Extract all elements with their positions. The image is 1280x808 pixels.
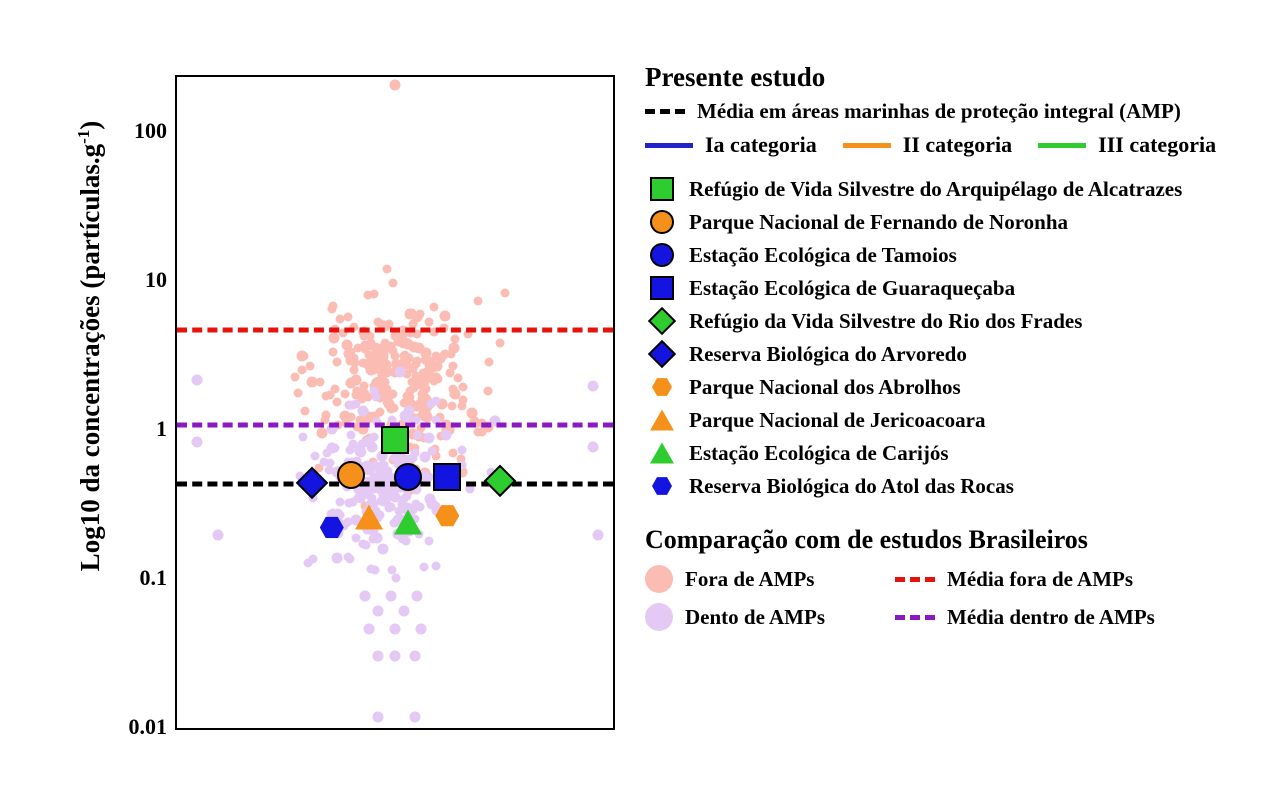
scatter-point [363,623,374,634]
scatter-point [402,537,411,546]
legend-site-symbol [645,407,679,433]
scatter-point [381,384,390,393]
scatter-point [346,412,355,421]
legend-site-row [645,209,1275,235]
black-dashed-line-swatch [645,109,685,114]
legend-site-symbol [645,275,679,301]
scatter-point [333,508,342,517]
legend-site-label: Parque Nacional de Jericoacoara [689,407,986,432]
scatter-point [409,650,420,661]
legend-site-row [645,473,1275,499]
scatter-point [484,358,493,367]
scatter-point [412,360,421,369]
y-tick-0.1: 0.1 [139,565,167,590]
legend-comparison-title: Comparação com de estudos Brasileiros [645,525,1088,554]
scatter-point [344,499,353,508]
scatter-point [378,543,389,554]
scatter-point [385,591,396,602]
scatter-point [327,305,336,314]
scatter-point [467,408,478,419]
scatter-point [404,308,415,319]
scatter-point [588,381,599,392]
y-tick-100: 100 [134,118,167,143]
scatter-point [371,565,380,574]
scatter-point [358,540,367,549]
scatter-point [322,411,331,420]
plot-area [175,75,615,730]
scatter-point [322,392,331,401]
legend-comparison-row-outside [645,565,1275,593]
reference-line-1 [177,327,613,332]
highlight-marker [337,461,365,489]
circle-marker-icon [650,210,674,234]
legend-site-label: Reserva Biológica do Arvoredo [689,341,967,366]
scatter-point [294,388,303,397]
y-axis-ticks [95,75,167,739]
diamond-marker-icon [648,307,676,335]
hex-marker-icon [652,377,672,397]
square-marker-icon [650,276,674,300]
scatter-point [400,357,409,366]
scatter-point [449,385,458,394]
scatter-point [446,369,455,378]
scatter-point [390,79,401,90]
scatter-point [430,302,439,311]
legend-site-symbol [645,308,679,334]
red-dashed-line-swatch [895,577,935,582]
scatter-point [427,400,436,409]
y-axis-title-paren: ) [75,120,105,130]
scatter-point [311,451,320,460]
scatter-point [359,591,370,602]
scatter-point [390,623,401,634]
scatter-point [351,375,362,386]
legend-category-ia-label: Ia categoria [705,132,817,157]
triangle-marker-icon [650,410,674,431]
scatter-point [432,561,441,570]
scatter-point [372,377,381,386]
scatter-point [388,278,397,287]
scatter-point [447,401,456,410]
scatter-point [592,530,603,541]
legend-site-label: Estação Ecológica de Tamoios [689,242,957,267]
scatter-point [422,385,431,394]
green-line-swatch [1038,143,1086,148]
legend-site-symbol [645,473,679,499]
y-tick-10: 10 [145,267,167,292]
legend-inside-amp-label: Dento de AMPs [685,604,825,629]
legend-mean-outside-amp-label: Média fora de AMPs [947,566,1134,591]
highlight-marker [394,463,422,491]
scatter-point [298,433,307,442]
scatter-point [371,362,382,373]
legend-site-label: Parque Nacional dos Abrolhos [689,374,961,399]
square-marker-icon [650,177,674,201]
purple-dashed-line-swatch [895,615,935,620]
scatter-point [411,591,422,602]
scatter-point [300,406,309,415]
legend-site-symbol [645,242,679,268]
scatter-point [425,317,434,326]
scatter-point [343,312,352,321]
scatter-point [344,349,355,360]
scatter-point [411,381,420,390]
scatter-point [398,605,409,616]
scatter-point [403,338,414,349]
scatter-point [331,553,342,564]
scatter-point [434,374,443,383]
triangle-marker-icon [650,443,674,464]
scatter-point [370,289,379,298]
highlight-marker [433,463,461,491]
lavender-dot-swatch [645,603,673,631]
scatter-point [366,442,377,453]
legend-site-label: Estação Ecológica de Guaraqueçaba [689,275,1016,300]
scatter-point [414,431,423,440]
legend-category-ii-label: II categoria [902,132,1013,157]
scatter-point [298,366,307,375]
legend-site-symbol [645,341,679,367]
scatter-point [315,377,324,386]
scatter-point [370,387,379,396]
legend-category-ii [843,132,1012,158]
scatter-point [397,495,406,504]
scatter-point [419,451,430,462]
scatter-point [335,498,344,507]
scatter-point [357,406,368,417]
legend-comparison-row-inside [645,603,1275,631]
scatter-point [496,339,505,348]
legend-site-row [645,308,1275,334]
legend-category-iii [1038,132,1216,158]
legend-outside-amp-label: Fora de AMPs [685,566,815,591]
scatter-point [391,573,400,582]
circle-marker-icon [650,243,674,267]
legend-category-ia [645,132,817,158]
scatter-point [459,383,468,392]
legend-site-row [645,341,1275,367]
highlight-marker [381,426,409,454]
legend-site-label: Reserva Biológica do Atol das Rocas [689,473,1014,498]
scatter-point [296,350,307,361]
scatter-point [191,436,202,447]
legend-category-iii-label: III categoria [1098,132,1217,157]
legend-panel [645,62,1275,752]
legend-site-symbol [645,209,679,235]
scatter-point [349,365,358,374]
scatter-point [419,373,430,384]
legend-mean-amp-row [645,99,1275,124]
legend-site-label: Estação Ecológica de Carijós [689,440,949,465]
scatter-point [473,296,482,305]
scatter-point [588,442,599,453]
highlight-marker [355,504,383,529]
scatter-point [383,265,392,274]
scatter-point [304,558,313,567]
scatter-point [394,367,405,378]
legend-site-row [645,440,1275,466]
scatter-point [429,364,438,373]
scatter-point [352,390,361,399]
legend-site-row [645,275,1275,301]
scatter-point [440,429,451,440]
scatter-point [387,565,396,574]
legend-site-label: Refúgio de Vida Silvestre do Arquipélago de Alcatrazes [689,176,1183,201]
scatter-point [390,650,401,661]
legend-site-list [645,176,1275,499]
y-axis-title-text: Log10 da concentrações (partículas.g [75,143,105,572]
scatter-point [372,605,383,616]
scatter-point [322,449,331,458]
scatter-point [332,358,341,367]
pink-dot-swatch [645,565,673,593]
scatter-point [345,555,354,564]
scatter-point [380,492,391,503]
scatter-point [329,347,338,356]
scatter-point [191,375,202,386]
highlight-marker [394,510,422,535]
scatter-point [213,530,224,541]
hex-marker-icon [652,476,672,496]
scatter-point [347,430,356,439]
y-tick-0.01: 0.01 [128,714,167,739]
legend-site-row [645,407,1275,433]
scatter-point [425,537,434,546]
legend-site-symbol [645,440,679,466]
legend-category-row [645,132,1275,158]
legend-site-row [645,374,1275,400]
y-axis-title-exponent: -1 [74,129,93,144]
scatter-point [368,535,377,544]
scatter-point [416,623,427,634]
scatter-point [415,310,424,319]
scatter-point [500,289,509,298]
scatter-point [390,352,399,361]
scatter-point [367,341,376,350]
scatter-point [390,404,399,413]
scatter-point [449,448,458,457]
scatter-point [458,446,467,455]
scatter-point [484,387,493,396]
orange-line-swatch [843,143,891,148]
legend-mean-inside-amp-label: Média dentro de AMPs [947,604,1155,629]
legend-site-row [645,242,1275,268]
legend-site-row [645,176,1275,202]
scatter-point [420,355,429,364]
scatter-point [474,427,483,436]
legend-site-symbol [645,374,679,400]
scatter-point [330,385,339,394]
scatter-point [341,389,350,398]
scatter-point [372,712,383,723]
scatter-point [346,445,355,454]
legend-site-symbol [645,176,679,202]
scatter-point [453,374,462,383]
legend-title: Presente estudo [645,62,826,92]
y-tick-1: 1 [156,416,167,441]
scatter-point [386,342,395,351]
scatter-point [458,401,467,410]
legend-site-label: Parque Nacional de Fernando de Noronha [689,209,1069,234]
legend-site-label: Refúgio da Vida Silvestre do Rio dos Frades [689,308,1083,333]
scatter-point [423,433,434,444]
blue-line-swatch [645,143,693,148]
scatter-point [419,562,428,571]
scatter-point [377,463,386,472]
scatter-point [355,445,366,456]
scatter-point [332,397,341,406]
scatter-point [439,311,450,322]
legend-mean-amp-label: Média em áreas marinhas de proteção integral (AMP) [697,99,1181,123]
scatter-point [354,343,363,352]
scatter-point [328,333,339,344]
scatter-point [319,458,328,467]
diamond-marker-icon [648,340,676,368]
scatter-point [372,650,383,661]
scatter-point [290,372,299,381]
scatter-point [409,712,420,723]
